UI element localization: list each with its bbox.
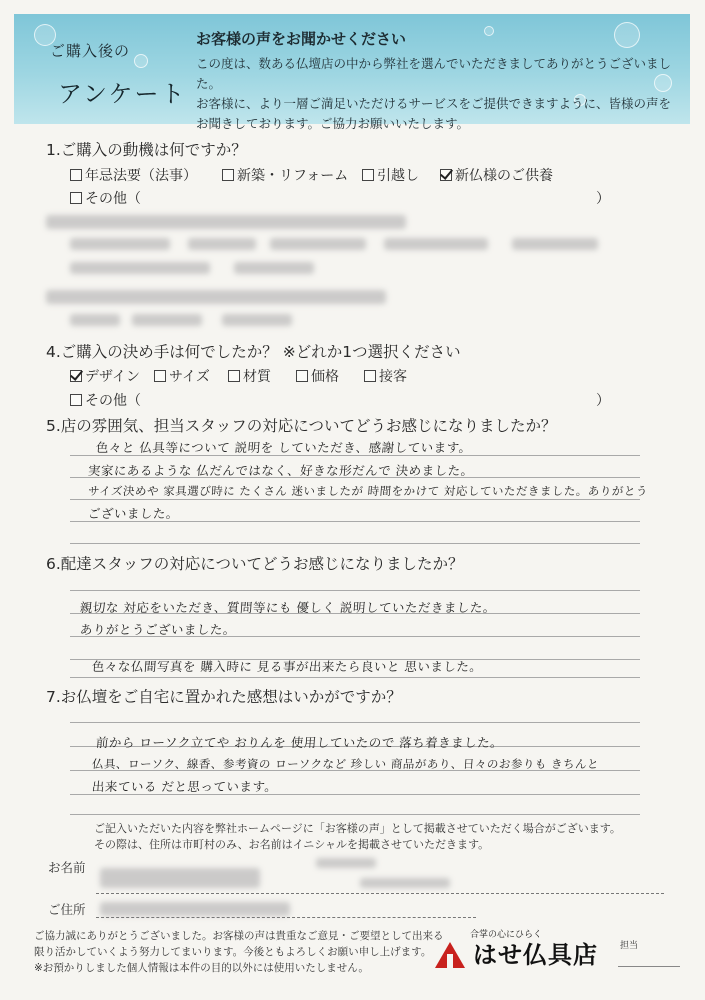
logo-tagline: 合掌の心にひらく (470, 930, 543, 940)
redacted-option (188, 238, 256, 250)
answer-line (70, 814, 640, 815)
checkbox[interactable] (364, 370, 376, 382)
q4-option-service[interactable]: 接客 (364, 366, 407, 386)
redacted-reading (360, 878, 450, 888)
q4-option-price[interactable]: 価格 (296, 366, 339, 386)
redacted-address (100, 902, 290, 916)
answer-line (70, 590, 640, 591)
address-field[interactable] (96, 917, 476, 918)
intro-line: この度は、数ある仏壇店の中から弊社を選んでいただきましてありがとうございました。 (196, 56, 672, 91)
header-subtitle: ご購入後の (50, 42, 131, 60)
header-heading: お客様の声をお聞かせください (196, 30, 407, 48)
q6-question: 6.配達スタッフの対応についてどうお感じになりましたか？ (46, 555, 464, 573)
redacted-option (270, 238, 366, 250)
q7-question: 7.お仏壇をご自宅に置かれた感想はいかがですか？ (46, 688, 402, 706)
header-banner (14, 14, 690, 131)
redacted-option (512, 238, 598, 250)
q6-answer-line: 色々な仏間写真を 購入時に 見る事が出来たら良いと 思いました。 (91, 659, 483, 674)
publication-notice: ご記入いただいた内容を弊社ホームページに「お客様の声」として掲載させていただく場合がございます。 (94, 822, 621, 835)
redacted-option (222, 314, 292, 326)
redacted-option (70, 314, 120, 326)
q7-answer-line: 仏具、ローソク、線香、参考資の ローソクなど 珍しい 商品があり、日々のお参りも きちんと (91, 757, 600, 771)
staff-label: 担当 (620, 941, 639, 951)
checkbox[interactable] (362, 169, 374, 181)
staff-field[interactable] (618, 966, 680, 967)
checkbox[interactable] (222, 169, 234, 181)
q4-question: 4.ご購入の決め手は何でしたか？ ※どれか1つ選択ください (46, 343, 461, 361)
checkbox[interactable] (70, 192, 82, 204)
q5-question: 5.店の雰囲気、担当スタッフの対応についてどうお感じになりましたか？ (46, 417, 557, 435)
redacted-option (132, 314, 202, 326)
checkbox-checked[interactable] (440, 169, 452, 181)
footer-privacy: ※お預かりしました個人情報は本件の目的以外には使用いたしません。 (34, 962, 369, 974)
q4-option-material[interactable]: 材質 (228, 366, 271, 386)
q1-other-close: ） (596, 191, 610, 207)
checkbox[interactable] (70, 169, 82, 181)
redacted-question-2 (46, 215, 406, 229)
q1-question: 1.ご購入の動機は何ですか？ (46, 141, 247, 159)
header-title: アンケート (58, 80, 187, 108)
q4-other-close: ） (596, 393, 610, 409)
q1-option-anniversary[interactable]: 年忌法要（法事） (70, 165, 197, 185)
answer-line (70, 722, 640, 723)
answer-line (70, 543, 640, 544)
q1-option-renovation[interactable]: 新築・リフォーム (222, 165, 348, 185)
q4-option-size[interactable]: サイズ (154, 366, 210, 386)
q1-option-new-buddha[interactable]: 新仏様のご供養 (440, 165, 553, 185)
name-field[interactable] (96, 893, 664, 894)
address-label: ご住所 (48, 902, 86, 917)
q4-option-other[interactable]: その他（ (70, 390, 141, 410)
q5-answer-line: 実家にあるような 仏だんではなく、好きな形だんで 決めました。 (87, 463, 475, 478)
redacted-option (234, 262, 314, 274)
q5-answer-line: サイズ決めや 家具選び時に たくさん 迷いましたが 時間をかけて 対応していただきました。ありがとう (87, 484, 649, 498)
q6-answer-line: 親切な 対応をいただき、質問等にも 優しく 説明していただきました。 (79, 600, 497, 615)
q5-answer-line: ございました。 (87, 506, 180, 521)
intro-line: お客様に、より一層ご満足いただけるサービスをご提供できますように、皆様の声を (196, 96, 672, 111)
answer-line (70, 499, 640, 500)
redacted-option (70, 238, 170, 250)
checkbox[interactable] (70, 394, 82, 406)
company-logo (433, 935, 598, 970)
footer-thanks: ご協力誠にありがとうございました。お客様の声は貴重なご意見・ご要望として出来る (34, 930, 444, 942)
checkbox[interactable] (154, 370, 166, 382)
redacted-option (384, 238, 488, 250)
publication-notice: その際は、住所は市町村のみ、お名前はイニシャルを掲載させていただきます。 (94, 838, 490, 851)
checkbox[interactable] (228, 370, 240, 382)
q7-answer-line: 出来ている だと思っています。 (91, 779, 278, 794)
intro-line: お聞きしております。ご協力お願いいたします。 (196, 116, 470, 131)
q1-option-moving[interactable]: 引越し (362, 165, 419, 185)
redacted-question-3 (46, 290, 386, 304)
checkbox[interactable] (296, 370, 308, 382)
redacted-reading (316, 858, 376, 868)
q5-answer-line: 色々と 仏具等について 説明を していただき、感謝しています。 (95, 440, 473, 455)
redacted-name (100, 868, 260, 888)
answer-line (70, 677, 640, 678)
q6-answer-line: ありがとうございました。 (79, 622, 237, 637)
name-label: お名前 (48, 860, 86, 875)
header-intro (196, 54, 690, 134)
logo-name: はせ仏具店 (473, 940, 598, 969)
q1-option-other[interactable]: その他（ (70, 188, 141, 208)
logo-mark-icon (433, 940, 467, 970)
redacted-option (70, 262, 210, 274)
q7-answer-line: 前から ローソク立てや おりんを 使用していたので 落ち着きました。 (95, 735, 504, 750)
q4-option-design[interactable]: デザイン (70, 366, 140, 386)
checkbox-checked[interactable] (70, 370, 82, 382)
footer-thanks: 限り活かしていくよう努力してまいります。今後ともよろしくお願い申し上げます。 (34, 946, 432, 958)
